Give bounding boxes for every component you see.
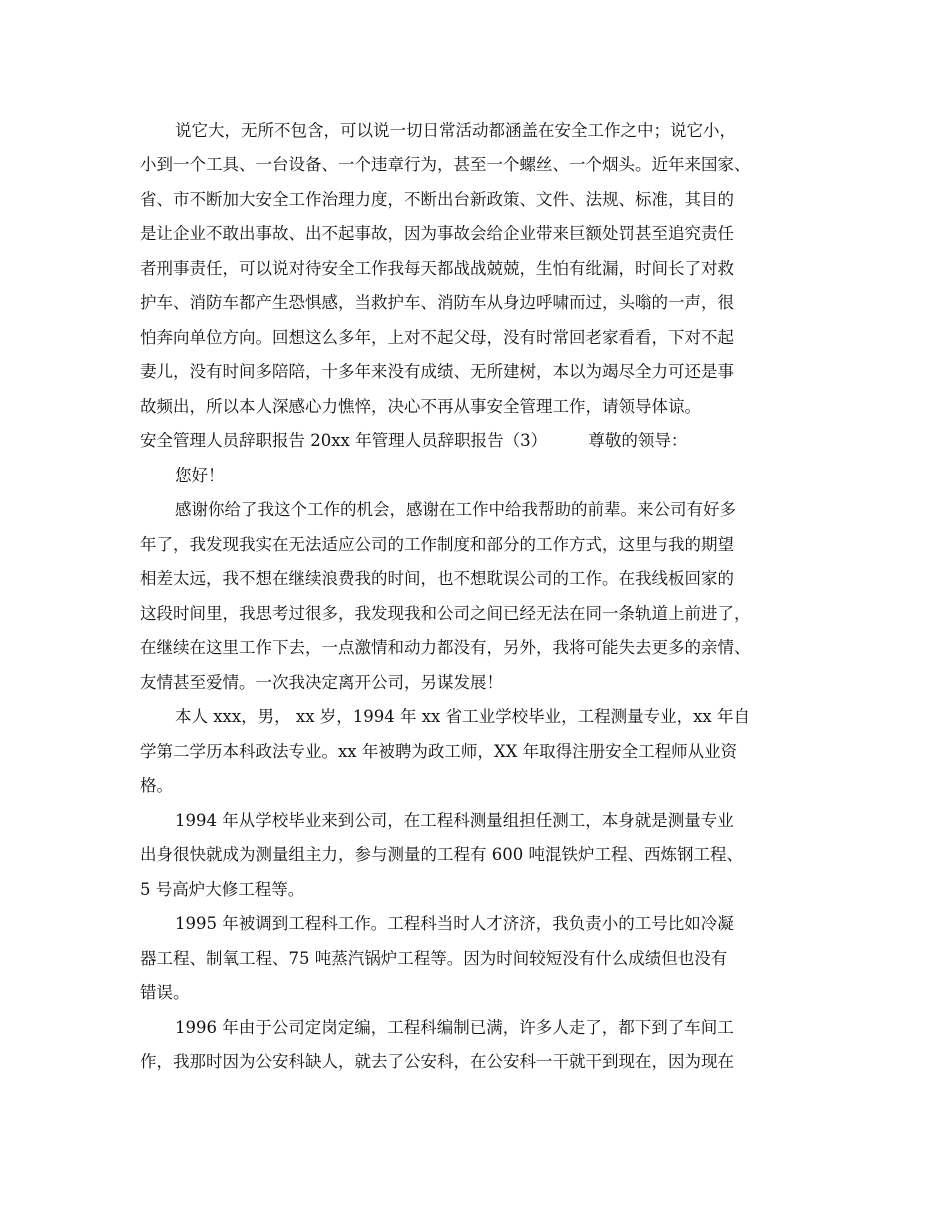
text-line: 说它大，无所不包含，可以说一切日常活动都涵盖在安全工作之中；说它小， (175, 121, 736, 140)
text-line: 学第二学历本科政法专业。xx 年被聘为政工师，XX 年取得注册安全工程师从业资 (140, 742, 738, 761)
text-line: 故频出，所以本人深感心力憔悴，决心不再从事安全管理工作，请领导体谅。 (140, 397, 701, 416)
text-line: 年了，我发现我实在无法适应公司的工作制度和部分的工作方式，这里与我的期望 (140, 535, 734, 554)
text-line: 本人 xxx，男， xx 岁，1994 年 xx 省工业学校毕业，工程测量专业，xx 年自 (175, 707, 750, 726)
text-line: 这段时间里，我思考过很多，我发现我和公司之间已经无法在同一条轨道上前进了， (140, 604, 751, 623)
text-line: 省、市不断加大安全工作治理力度，不断出台新政策、文件、法规、标准，其目的 (140, 190, 734, 209)
section-heading: 安全管理人员辞职报告 20xx 年管理人员辞职报告（3） 尊敬的领导： (140, 431, 688, 450)
text-line: 1995 年被调到工程科工作。工程科当时人才济济，我负责小的工号比如冷凝 (175, 914, 734, 933)
text-line: 在继续在这里工作下去，一点激情和动力都没有，另外，我将可能失去更多的亲情、 (140, 638, 751, 657)
text-line: 怕奔向单位方向。回想这么多年，上对不起父母，没有时常回老家看看，下对不起 (140, 328, 734, 347)
text-line: 小到一个工具、一台设备、一个违章行为，甚至一个螺丝、一个烟头。近年来国家、 (140, 155, 751, 174)
text-line: 妻儿，没有时间多陪陪，十多年来没有成绩、无所建树，本以为竭尽全力可还是事 (140, 362, 734, 381)
text-line: 友情甚至爱情。一次我决定离开公司，另谋发展！ (140, 673, 503, 692)
greeting: 您好！ (175, 466, 225, 485)
text-line: 是让企业不敢出事故、出不起事故，因为事故会给企业带来巨额处罚甚至追究责任 (140, 224, 734, 243)
text-line: 格。 (140, 776, 173, 795)
text-line: 错误。 (140, 983, 190, 1002)
text-line: 出身很快就成为测量组主力，参与测量的工程有 600 吨混铁炉工程、西炼钢工程、 (140, 845, 743, 864)
text-line: 感谢你给了我这个工作的机会，感谢在工作中给我帮助的前辈。来公司有好多 (175, 500, 736, 519)
text-line: 1994 年从学校毕业来到公司，在工程科测量组担任测工，本身就是测量专业 (175, 811, 734, 830)
text-line: 作，我那时因为公安科缺人，就去了公安科，在公安科一干就干到现在，因为现在 (140, 1052, 734, 1071)
text-line: 相差太远，我不想在继续浪费我的时间，也不想耽误公司的工作。在我线板回家的 (140, 569, 734, 588)
text-line: 1996 年由于公司定岗定编，工程科编制已满，许多人走了，都下到了车间工 (175, 1018, 734, 1037)
text-line: 5 号高炉大修工程等。 (140, 880, 305, 899)
text-line: 护车、消防车都产生恐惧感，当救护车、消防车从身边呼啸而过，头嗡的一声，很 (140, 293, 734, 312)
text-line: 器工程、制氧工程、75 吨蒸汽锅炉工程等。因为时间较短没有什么成绩但也没有 (140, 949, 728, 968)
text-line: 者刑事责任，可以说对待安全工作我每天都战战兢兢，生怕有纰漏，时间长了对救 (140, 259, 734, 278)
